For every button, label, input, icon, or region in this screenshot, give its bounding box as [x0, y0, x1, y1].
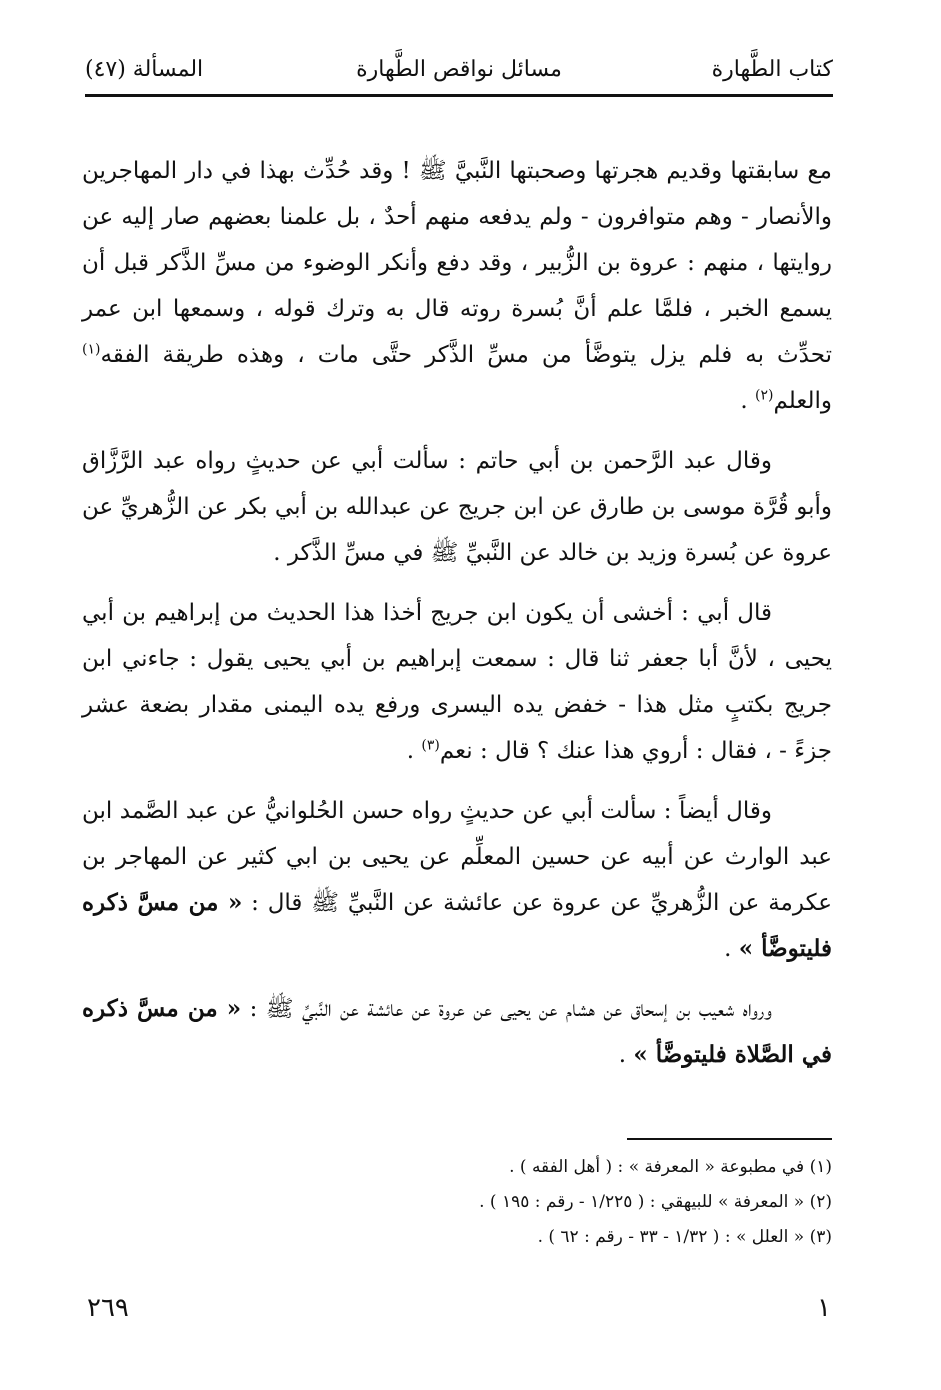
paragraph-1: مع سابقتها وقديم هجرتها وصحبتها النَّبيَّ ﷺ ! وقد حُدِّث بهذا في دار المهاجرين والأنصار - وهم متوافرون - ولم يدفعه منهم أحدٌ ، بل علمنا بعضهم صار إليه عن روايتها ، منهم : عروة بن الزُّبير ، وقد دفع وأنكر الوضوء من مسِّ الذَّكر قبل أن يسمع الخبر ، فلمَّا علم أنَّ بُسرة روته قال به وترك قوله ، وسمعها ابن عمر تحدِّث به فلم يزل يتوضَّأ من مسِّ الذَّكر حتَّى مات ، وهذه طريقة الفقه$^{(١)}$ والعلم$^{(٢)}$ . — [82, 158, 832, 414]
footnote-1: (١) في مطبوعة « المعرفة » : ( أهل الفقه ) . — [509, 1157, 832, 1177]
footnote-2: (٢) « المعرفة » للبيهقي : ( ١/٢٢٥ - رقم : ١٩٥ ) . — [479, 1192, 832, 1212]
signature-mark: ١ — [817, 1293, 831, 1323]
chapter-title: مسائل نواقص الطَّهارة — [356, 57, 562, 82]
footnote-ref-1: (١) — [82, 341, 101, 358]
issue-label: المسألة (٤٧) — [85, 57, 204, 82]
paragraph-4: وقال أيضاً : سألت أبي عن حديثٍ رواه حسن الحُلوانيُّ عن عبد الصَّمد ابن عبد الوارث عن أبيه عن حسين المعلِّم عن يحيى بن ابي كثير عن المهاجر بن عكرمة عن الزُّهريِّ عن عروة عن عائشة عن النَّبيِّ ﷺ قال : « من مسَّ ذكره فليتوضَّأ » . — [82, 798, 832, 962]
footnote-rule — [627, 1138, 832, 1140]
footnote-ref-3: (٣) — [421, 737, 440, 754]
page-footer — [85, 1288, 833, 1328]
main-text — [82, 148, 832, 1092]
footnote-3: (٣) « العلل » : ( ١/٣٢ - ٣٣ - رقم : ٦٢ ) . — [537, 1227, 832, 1247]
footnote-ref-2: (٢) — [755, 387, 774, 404]
running-head — [85, 48, 833, 92]
hadith-quote: « من مسَّ ذكره في الصَّلاة فليتوضَّأ » — [82, 995, 832, 1068]
page-number: ٢٦٩ — [87, 1293, 129, 1323]
paragraph-3: قال أبي : أخشى أن يكون ابن جريج أخذا هذا الحديث من إبراهيم بن أبي يحيى ، لأنَّ أبا جعفر ثنا قال : سمعت إبراهيم بن أبي يحيى يقول : جاءني ابن جريج بكتبٍ مثل هذا - خفض يده اليسرى ورفع يده اليمنى مقدار بضعة عشر جزءً - ، فقال : أروي هذا عنك ؟ قال : نعم$^{(٣)}$ . — [82, 600, 832, 764]
hadith-quote: « من مسَّ ذكره فليتوضَّأ » — [82, 889, 832, 962]
paragraph-2: وقال عبد الرَّحمن بن أبي حاتم : سألت أبي عن حديثٍ رواه عبد الرَّزَّاق وأبو قُرَّة موسى بن طارق عن ابن جريج عن عبدالله بن أبي بكر عن الزُّهريِّ عن عروة عن بُسرة وزيد بن خالد عن النَّبيِّ ﷺ في مسِّ الذَّكر . — [82, 448, 832, 566]
header-rule — [85, 94, 833, 97]
footnotes — [300, 1150, 832, 1255]
book-title: كتاب الطَّهارة — [711, 57, 833, 82]
paragraph-5: ورواه شعيب بن إسحاق عن هشام عن يحيى عن عروة عن عائشة عن النَّبيِّ ﷺ : « من مسَّ ذكره في الصَّلاة فليتوضَّأ » . — [82, 995, 832, 1068]
